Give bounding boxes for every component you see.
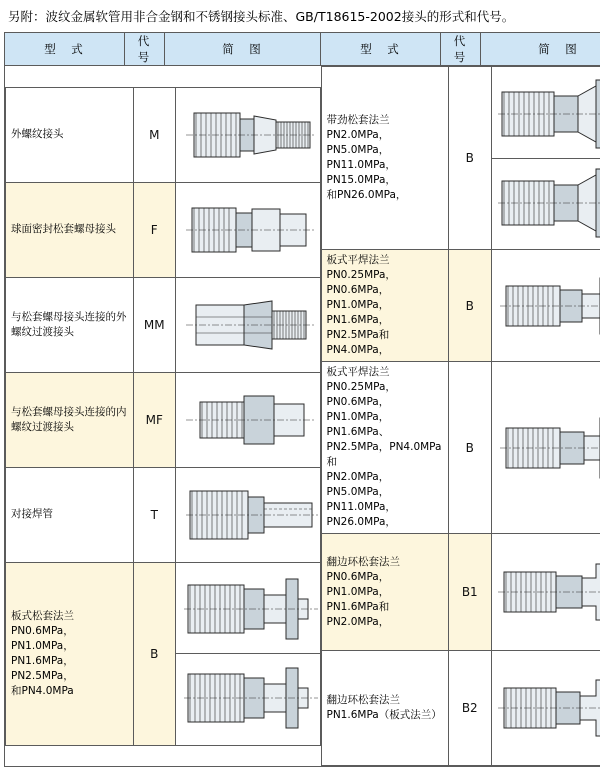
table-body xyxy=(5,66,600,767)
fitting-type: 带劲松套法兰 PN2.0MPa，PN5.0MPa， PN11.0MPa，PN15.0MPa， 和PN26.0MPa， xyxy=(321,67,449,250)
fitting-figure xyxy=(176,277,321,372)
left-column-group xyxy=(5,66,321,767)
fitting-row xyxy=(6,277,321,372)
fitting-row xyxy=(6,372,321,467)
fitting-row xyxy=(321,250,600,362)
fitting-figure xyxy=(491,362,600,534)
fittings-table xyxy=(4,32,600,767)
fitting-row xyxy=(6,562,321,745)
header-figure-right: 简 图 xyxy=(481,33,600,66)
fitting-code: MF xyxy=(133,372,176,467)
fitting-code: F xyxy=(133,182,176,277)
header-code-left: 代 号 xyxy=(125,33,165,66)
fitting-type: 与松套螺母接头连接的内螺纹过渡接头 xyxy=(6,372,134,467)
fitting-figure xyxy=(176,562,321,745)
header-figure-left: 简 图 xyxy=(165,33,321,66)
fitting-row xyxy=(321,651,600,766)
fitting-type: 球面密封松套螺母接头 xyxy=(6,182,134,277)
fitting-code: B xyxy=(133,562,176,745)
fitting-row xyxy=(321,362,600,534)
fitting-figure xyxy=(176,467,321,562)
fitting-row xyxy=(321,534,600,651)
fitting-figure xyxy=(491,651,600,766)
header-row xyxy=(5,33,600,66)
fitting-figure xyxy=(176,372,321,467)
fitting-row xyxy=(321,67,600,250)
fitting-figure xyxy=(176,182,321,277)
fitting-code: B2 xyxy=(449,651,492,766)
fitting-figure xyxy=(491,534,600,651)
fitting-code: MM xyxy=(133,277,176,372)
fitting-row xyxy=(6,182,321,277)
table-row xyxy=(5,66,600,767)
fitting-code: B xyxy=(449,362,492,534)
page-title: 另附：波纹金属软管用非合金钢和不锈钢接头标准、GB/T18615-2002接头的形式和代号。 xyxy=(8,9,515,24)
fitting-type: 外螺纹接头 xyxy=(6,87,134,182)
table-header xyxy=(5,33,600,66)
fitting-figure xyxy=(491,250,600,362)
right-column-group xyxy=(321,66,600,767)
header-code-right: 代 号 xyxy=(441,33,481,66)
fitting-type: 板式松套法兰 PN0.6MPa，PN1.0MPa， PN1.6MPa，PN2.5MPa， 和PN4.0MPa xyxy=(6,562,134,745)
header-type-left: 型 式 xyxy=(5,33,125,66)
fitting-row xyxy=(6,87,321,182)
fitting-code: B1 xyxy=(449,534,492,651)
fitting-type: 与松套螺母接头连接的外螺纹过渡接头 xyxy=(6,277,134,372)
fitting-type: 板式平焊法兰 PN0.25MPa，PN0.6MPa， PN1.0MPa，PN1.6MPa、 PN2.5MPa，PN4.0MPa和 PN2.0MPa，PN5.0MPa， PN11.0MPa，PN26.0MPa， xyxy=(321,362,449,534)
fitting-code: M xyxy=(133,87,176,182)
fitting-figure xyxy=(176,87,321,182)
fitting-type: 翻边环松套法兰 PN1.6MPa（板式法兰） xyxy=(321,651,449,766)
fitting-code: B xyxy=(449,67,492,250)
header-type-right: 型 式 xyxy=(321,33,441,66)
fitting-type: 板式平焊法兰 PN0.25MPa，PN0.6MPa， PN1.0MPa，PN1.6MPa， PN2.5MPa和PN4.0MPa， xyxy=(321,250,449,362)
fitting-figure xyxy=(491,67,600,250)
fitting-code: T xyxy=(133,467,176,562)
fitting-type: 对接焊管 xyxy=(6,467,134,562)
fitting-type: 翻边环松套法兰 PN0.6MPa，PN1.0MPa， PN1.6MPa和PN2.0MPa， xyxy=(321,534,449,651)
fitting-row xyxy=(6,467,321,562)
fitting-code: B xyxy=(449,250,492,362)
